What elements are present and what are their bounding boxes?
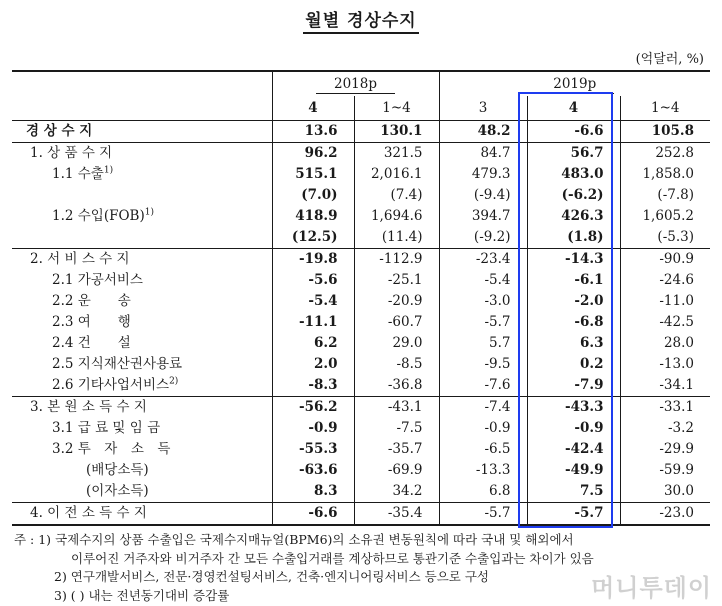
cell-value: 479.3	[439, 164, 527, 185]
row-label: 1.1 수출$^{1)}$	[52, 165, 114, 182]
cell-value: -11.1	[272, 312, 354, 333]
cell-value: -13.3	[439, 460, 527, 481]
row-label: 2.3 여 행	[52, 314, 131, 330]
table-row	[12, 249, 710, 271]
cell-value: -63.6	[272, 460, 354, 481]
cell-value: -5.7	[439, 503, 527, 526]
table-row	[12, 503, 710, 526]
cell-value: 105.8	[620, 121, 710, 143]
cell-value: 6.2	[272, 333, 354, 354]
table-row	[12, 206, 710, 227]
cell-value: 1,858.0	[620, 164, 710, 185]
cell-value: 48.2	[439, 121, 527, 143]
cell-value: 7.5	[527, 481, 620, 503]
cell-value: -112.9	[354, 249, 439, 271]
cell-value: -43.1	[354, 397, 439, 419]
cell-value: -23.0	[620, 503, 710, 526]
cell-value: -5.6	[272, 270, 354, 291]
cell-value: -60.7	[354, 312, 439, 333]
table-row	[12, 291, 710, 312]
row-label: 3. 본 원 소 득 수 지	[12, 397, 272, 419]
row-label: (이자소득)	[86, 483, 149, 499]
cell-value: -5.7	[527, 503, 620, 526]
cell-value: 1,694.6	[354, 206, 439, 227]
table-row	[12, 333, 710, 354]
cell-value: -6.5	[439, 439, 527, 460]
cell-value: -11.0	[620, 291, 710, 312]
footnote-marker: 1)	[144, 207, 154, 218]
cell-value: 56.7	[527, 143, 620, 165]
cell-value: 483.0	[527, 164, 620, 185]
row-label: 2. 서 비 스 수 지	[12, 249, 272, 271]
cell-value: 2,016.1	[354, 164, 439, 185]
current-account-table	[12, 70, 710, 526]
cell-value: 30.0	[620, 481, 710, 503]
cell-value: -19.8	[272, 249, 354, 271]
table-row	[12, 121, 710, 143]
cell-value: -14.3	[527, 249, 620, 271]
cell-value: (12.5)	[272, 227, 354, 249]
table-row	[12, 460, 710, 481]
year-2019: 2019p	[439, 71, 710, 96]
cell-value: 13.6	[272, 121, 354, 143]
cell-value: -6.1	[527, 270, 620, 291]
cell-value: -13.0	[620, 354, 710, 375]
cell-value: -5.4	[272, 291, 354, 312]
cell-value: 394.7	[439, 206, 527, 227]
cell-value: 34.2	[354, 481, 439, 503]
cell-value: (7.0)	[272, 185, 354, 206]
cell-value: -6.6	[527, 121, 620, 143]
cell-value: -55.3	[272, 439, 354, 460]
cell-value: -42.4	[527, 439, 620, 460]
row-label	[12, 227, 272, 249]
cell-value: -69.9	[354, 460, 439, 481]
row-label: 4. 이 전 소 득 수 지	[12, 503, 272, 526]
footnotes	[14, 531, 594, 605]
cell-value: (-9.2)	[439, 227, 527, 249]
cell-value: -7.4	[439, 397, 527, 419]
cell-value: (1.8)	[527, 227, 620, 249]
table-row	[12, 375, 710, 397]
cell-value: -6.8	[527, 312, 620, 333]
cell-value: 29.0	[354, 333, 439, 354]
cell-value: -33.1	[620, 397, 710, 419]
cell-value: -34.1	[620, 375, 710, 397]
table-row	[12, 270, 710, 291]
cell-value: -7.9	[527, 375, 620, 397]
year-2018: 2018p	[272, 71, 439, 96]
cell-value: -23.4	[439, 249, 527, 271]
cell-value: (7.4)	[354, 185, 439, 206]
footnote-1-cont: 이루어진 거주자와 비거주자 간 모든 수출입거래를 계상하므로 통관기준 수출입과는 차이가 있음	[71, 550, 594, 566]
table-row	[12, 227, 710, 249]
page-title: 월별 경상수지	[0, 6, 722, 31]
cell-value: -42.5	[620, 312, 710, 333]
cell-value: -0.9	[272, 418, 354, 439]
cell-value: -5.7	[439, 312, 527, 333]
cell-value: -6.6	[272, 503, 354, 526]
cell-value: -49.9	[527, 460, 620, 481]
cell-value: -5.4	[439, 270, 527, 291]
cell-value: 28.0	[620, 333, 710, 354]
table-row	[12, 164, 710, 185]
cell-value: -59.9	[620, 460, 710, 481]
row-label: 2.4 건 설	[52, 335, 131, 351]
cell-value: 84.7	[439, 143, 527, 165]
cell-value: 418.9	[272, 206, 354, 227]
col-2019-3: 3	[439, 96, 527, 121]
cell-value: (-9.4)	[439, 185, 527, 206]
row-label: 2.5 지식재산권사용료	[52, 356, 183, 372]
col-2018-1-4: 1~4	[354, 96, 439, 121]
row-label: 2.6 기타사업서비스$^{2)}$	[52, 376, 179, 393]
cell-value: -7.5	[354, 418, 439, 439]
cell-value: -3.2	[620, 418, 710, 439]
cell-value: 515.1	[272, 164, 354, 185]
footnote-marker: 1)	[103, 165, 114, 176]
row-label: 경 상 수 지	[26, 123, 93, 139]
table-row	[12, 418, 710, 439]
cell-value: (-5.3)	[620, 227, 710, 249]
cell-value: 6.3	[527, 333, 620, 354]
footnote-1: 주 : 1) 국제수지의 상품 수출입은 국제수지매뉴얼(BPM6)의 소유권 변동원칙에 따라 국내 및 해외에서	[14, 532, 574, 547]
cell-value: -25.1	[354, 270, 439, 291]
row-label	[12, 185, 272, 206]
table-row	[12, 143, 710, 165]
cell-value: -90.9	[620, 249, 710, 271]
footnote-3: 3) ( ) 내는 전년동기대비 증감률	[54, 587, 230, 603]
cell-value: 252.8	[620, 143, 710, 165]
cell-value: 426.3	[527, 206, 620, 227]
cell-value: -9.5	[439, 354, 527, 375]
cell-value: 2.0	[272, 354, 354, 375]
row-label: 2.1 가공서비스	[52, 272, 143, 288]
watermark-logo: 머니투데이	[591, 574, 712, 602]
cell-value: -43.3	[527, 397, 620, 419]
footnote-marker: 2)	[169, 376, 179, 387]
table-row	[12, 439, 710, 460]
cell-value: 130.1	[354, 121, 439, 143]
row-label: (배당소득)	[86, 462, 149, 478]
cell-value: -2.0	[527, 291, 620, 312]
cell-value: 5.7	[439, 333, 527, 354]
cell-value: -0.9	[439, 418, 527, 439]
table-row	[12, 481, 710, 503]
cell-value: 321.5	[354, 143, 439, 165]
cell-value: -7.6	[439, 375, 527, 397]
footnote-2: 2) 연구개발서비스, 전문·경영컨설팅서비스, 건축·엔지니어링서비스 등으로 구성	[54, 569, 489, 584]
header-blank	[12, 71, 272, 96]
cell-value: -20.9	[354, 291, 439, 312]
cell-value: (-6.2)	[527, 185, 620, 206]
col-2018-4: 4	[272, 96, 354, 121]
cell-value: -0.9	[527, 418, 620, 439]
cell-value: 96.2	[272, 143, 354, 165]
cell-value: -35.4	[354, 503, 439, 526]
cell-value: -24.6	[620, 270, 710, 291]
cell-value: 1,605.2	[620, 206, 710, 227]
cell-value: 0.2	[527, 354, 620, 375]
cell-value: 8.3	[272, 481, 354, 503]
row-label: 3.1 급 료 및 임 금	[52, 420, 161, 436]
col-2019-1-4: 1~4	[620, 96, 710, 121]
cell-value: -56.2	[272, 397, 354, 419]
table-row	[12, 397, 710, 419]
cell-value: -29.9	[620, 439, 710, 460]
cell-value: -36.8	[354, 375, 439, 397]
cell-value: (11.4)	[354, 227, 439, 249]
table-row	[12, 185, 710, 206]
cell-value: -35.7	[354, 439, 439, 460]
cell-value: 6.8	[439, 481, 527, 503]
table-row	[12, 354, 710, 375]
cell-value: -8.5	[354, 354, 439, 375]
row-label: 1.2 수입(FOB)$^{1)}$	[52, 207, 154, 224]
col-2019-4: 4	[527, 96, 620, 121]
cell-value: -3.0	[439, 291, 527, 312]
cell-value: -8.3	[272, 375, 354, 397]
table-row	[12, 312, 710, 333]
cell-value: (-7.8)	[620, 185, 710, 206]
row-label: 3.2 투 자 소 득	[52, 441, 171, 457]
row-label: 2.2 운 송	[52, 293, 131, 309]
row-label: 1. 상 품 수 지	[12, 143, 272, 165]
unit-label: (억달러, %)	[635, 52, 704, 67]
